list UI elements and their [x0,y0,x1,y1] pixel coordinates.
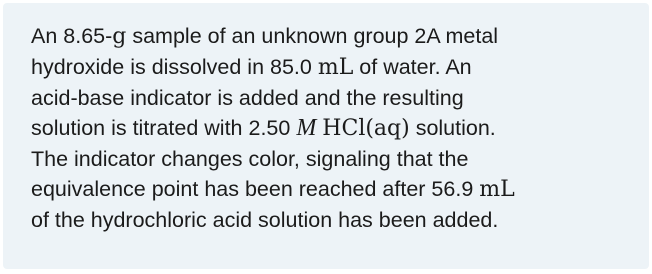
problem-line-5 [31,144,631,174]
text-segment: The indicator changes color, signaling that the [31,147,469,171]
unit-milliliters: mL [317,55,354,80]
text-segment: acid-base indicator is added and the resulting [31,86,464,110]
text-segment: equivalence point has been reached after 56.9 [31,177,480,201]
unit-grams: g [112,24,127,49]
problem-line-3 [31,83,631,113]
problem-line-2 [31,52,631,83]
text-segment: hydroxide is dissolved in 85.0 [31,55,318,79]
text-segment: solution is titrated with 2.50 [31,116,297,140]
problem-line-6 [31,174,631,205]
text-segment: of water. An [353,55,472,79]
problem-text [31,21,631,235]
unit-milliliters: mL [479,177,515,202]
text-segment: sample of an unknown group 2A metal [126,24,499,48]
unit-molarity: M [296,115,317,141]
problem-line-1 [31,21,631,52]
problem-card [3,3,649,269]
text-segment: solution. [409,116,496,140]
problem-line-7 [31,205,631,235]
text-segment: An 8.65- [31,24,113,48]
text-segment: of the hydrochloric acid solution has been added. [31,208,499,232]
problem-line-4 [31,113,631,144]
chemical-formula: HCl(aq) [322,116,410,141]
